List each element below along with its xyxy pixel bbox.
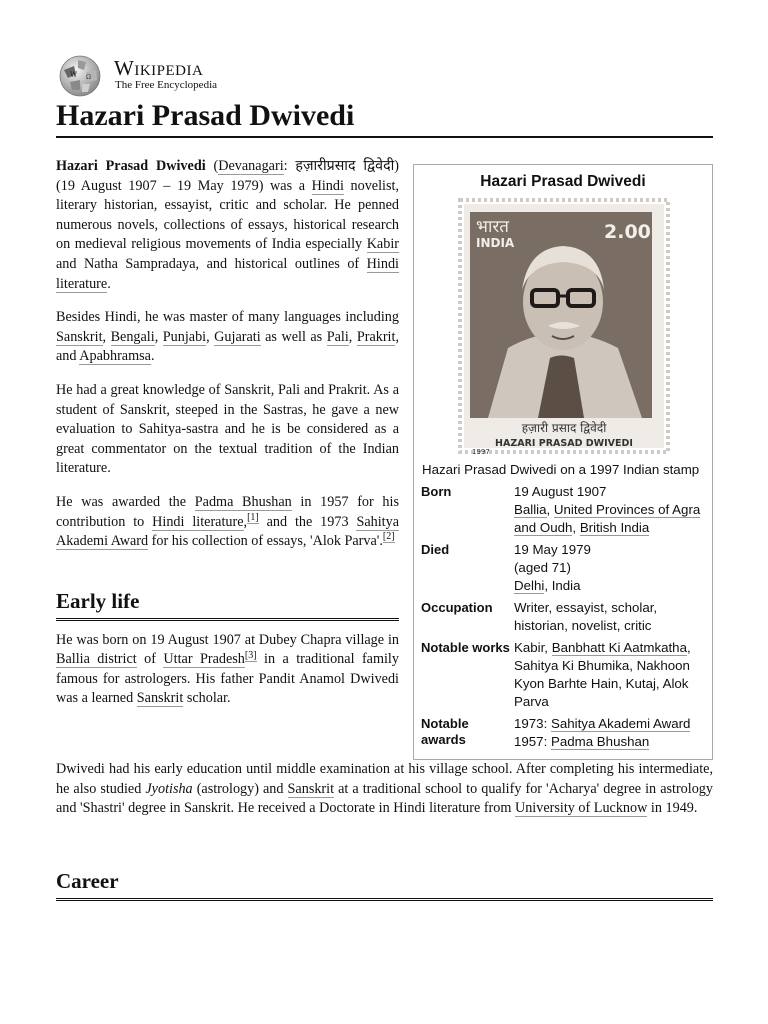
born-value [514, 483, 707, 537]
text-fragment: , [154, 328, 163, 345]
works-label: Notable works [421, 640, 510, 655]
text-fragment: He was born on 19 August 1907 at Dubey Chapra village in [56, 631, 399, 648]
text-fragment: and Natha Sampradaya, and historical outlines of [56, 255, 367, 272]
text-fragment: Besides Hindi, he was master of many languages including [56, 309, 399, 326]
banbhatt-link[interactable]: Banbhatt Ki Aatmkatha [551, 640, 687, 655]
hindi-literature-link[interactable]: Hindi literature [56, 255, 399, 292]
gujarati-link[interactable]: Gujarati [214, 328, 261, 345]
svg-text:Ω: Ω [86, 74, 91, 81]
infobox-row-born [421, 483, 707, 537]
infobox-title: Hazari Prasad Dwivedi [480, 173, 646, 190]
died-value [514, 541, 707, 595]
text-fragment: ( [205, 158, 219, 174]
knowledge-paragraph: He had a great knowledge of Sanskrit, Pali and Prakrit. As a student of Sanskrit, steeped in the Sastras, he gave a new evaluation to Sahitya-sastra and he is be considered as a great commentator on the textual tradition of the Indian literature. [56, 381, 399, 477]
page-title: Hazari Prasad Dwivedi [56, 96, 713, 138]
section-heading-career: Career [56, 868, 713, 901]
text-fragment: at a traditional school to qualify for 'Acharya' degree in astrology and 'Shastri' degree in Sanskrit. He received a Doctorate in Hindi literature from [56, 780, 713, 817]
born-date: 19 August 1907 [514, 484, 607, 499]
ballia-district-link[interactable]: Ballia district [56, 651, 137, 668]
text-fragment: He was awarded the [56, 493, 195, 510]
university-of-lucknow-link[interactable]: University of Lucknow [514, 800, 648, 817]
uttar-pradesh-link[interactable]: Uttar Pradesh [163, 651, 245, 668]
stamp-name-hindi: हज़ारी प्रसाद द्विवेदी [521, 421, 607, 435]
text-fragment: as well as [260, 328, 327, 345]
text-fragment: , and [56, 328, 399, 365]
text-fragment: , India [544, 578, 581, 593]
infobox-row-awards [421, 715, 707, 751]
pali-link[interactable]: Pali [326, 328, 349, 345]
sanskrit-link-3[interactable]: Sanskrit [287, 780, 335, 797]
sanskrit-link[interactable]: Sanskrit [56, 328, 103, 345]
languages-paragraph [56, 308, 399, 367]
section-heading-early-life: Early life [56, 588, 399, 621]
awards-label: Notable awards [421, 716, 469, 747]
text-fragment: , [243, 513, 248, 530]
works-value [514, 639, 707, 711]
text-fragment: , [102, 328, 111, 345]
text-fragment: , [572, 520, 580, 535]
text-fragment: , Sahitya Ki Bhumika, Nakhoon Kyon Barhte Hain, Kutaj, Alok Parva [514, 640, 691, 709]
wikipedia-logo[interactable] [56, 54, 356, 98]
hindi-link[interactable]: Hindi [311, 177, 344, 194]
sahitya-akademi-link[interactable]: Sahitya Akademi Award [56, 513, 399, 550]
bengali-link[interactable]: Bengali [110, 328, 155, 345]
stamp-value: 2.00 [604, 221, 651, 243]
punjabi-link[interactable]: Punjabi [162, 328, 207, 345]
award-1-year: 1973: [514, 716, 551, 731]
died-date: 19 May 1979 [514, 542, 591, 557]
occupation-label: Occupation [421, 600, 493, 615]
british-india-link[interactable]: British India [579, 520, 650, 535]
united-provinces-link[interactable]: United Provinces of Agra and Oudh [514, 502, 701, 535]
apabhramsa-link[interactable]: Apabhramsa [79, 348, 151, 365]
puzzle-globe-icon [56, 54, 104, 98]
early-life-paragraph-1 [56, 631, 399, 709]
stamp-image[interactable] [458, 198, 670, 454]
reference-2[interactable]: [2] [382, 531, 395, 543]
svg-text:W: W [70, 71, 78, 79]
sanskrit-link-2[interactable]: Sanskrit [136, 690, 184, 707]
text-fragment: . [107, 275, 111, 292]
text-fragment: . [150, 348, 155, 365]
jyotisha-term: Jyotisha [145, 780, 193, 797]
padma-bhushan-award-link[interactable]: Padma Bhushan [550, 734, 650, 749]
text-fragment: in a traditional family famous for astrologers. His father Pandit Anamol Dwivedi was a learned [56, 651, 399, 707]
text-fragment: of [136, 651, 164, 668]
born-label: Born [421, 484, 452, 499]
infobox-caption: Hazari Prasad Dwivedi on a 1997 Indian stamp [422, 462, 700, 477]
intro-paragraph [56, 157, 399, 294]
infobox-fields [421, 483, 707, 754]
stamp-year: 1997 [472, 448, 490, 454]
text-fragment: in 1949. [647, 800, 698, 817]
award-2-year: 1957: [514, 734, 551, 749]
text-fragment: : हज़ारीप्रसाद द्विवेदी) (19 August 1907 – 19 May 1979) was a [56, 158, 400, 194]
died-age: (aged 71) [514, 560, 571, 575]
stamp-country: INDIA [476, 236, 515, 250]
text-fragment: and the 1973 [258, 513, 357, 530]
reference-3[interactable]: [3] [244, 649, 257, 661]
text-fragment: (astrology) and [192, 780, 288, 797]
text-fragment: scholar. [183, 690, 231, 707]
hindi-literature-link-2[interactable]: Hindi literature [152, 513, 244, 530]
died-label: Died [421, 542, 450, 557]
career-section [56, 860, 713, 901]
prakrit-link[interactable]: Prakrit [356, 328, 396, 345]
infobox [413, 164, 713, 760]
stamp-country-hindi: भारत [476, 217, 509, 237]
awards-paragraph [56, 493, 399, 552]
text-fragment: , [206, 328, 215, 345]
text-fragment: , [546, 502, 554, 517]
infobox-row-works [421, 639, 707, 711]
subject-name: Hazari Prasad Dwivedi [56, 158, 206, 174]
kabir-link[interactable]: Kabir [366, 236, 399, 253]
text-fragment: novelist, literary historian, essayist, critic and scholar. He penned numerous novels, collections of essays, historical research on medieval religious movements of India especially [56, 177, 399, 253]
infobox-row-occupation [421, 599, 707, 635]
padma-bhushan-link[interactable]: Padma Bhushan [194, 493, 292, 510]
text-fragment: for his collection of essays, 'Alok Parva'. [148, 533, 383, 550]
infobox-row-died [421, 541, 707, 595]
awards-value [514, 715, 707, 751]
occupation-value: Writer, essayist, scholar, historian, novelist, critic [514, 600, 658, 633]
text-fragment: Kabir, [514, 640, 552, 655]
delhi-link[interactable]: Delhi [514, 578, 545, 593]
article-body [56, 157, 399, 723]
text-fragment: in 1957 for his contribution to [56, 493, 399, 530]
stamp-name: HAZARI PRASAD DWIVEDI [495, 438, 633, 449]
wikipedia-wordmark: Wikipedia [114, 56, 204, 80]
text-fragment: Dwivedi had his early education until middle examination at his village school. After completing his intermediate, he also studied [56, 761, 713, 797]
wikipedia-tagline: The Free Encyclopedia [115, 79, 218, 91]
sahitya-akademi-award-link[interactable]: Sahitya Akademi Award [550, 716, 691, 731]
text-fragment: , [348, 328, 357, 345]
reference-1[interactable]: [1] [247, 511, 259, 523]
ballia-link[interactable]: Ballia [514, 502, 547, 517]
early-life-paragraph-2 [56, 760, 713, 819]
devanagari-link[interactable]: Devanagari [218, 158, 284, 174]
